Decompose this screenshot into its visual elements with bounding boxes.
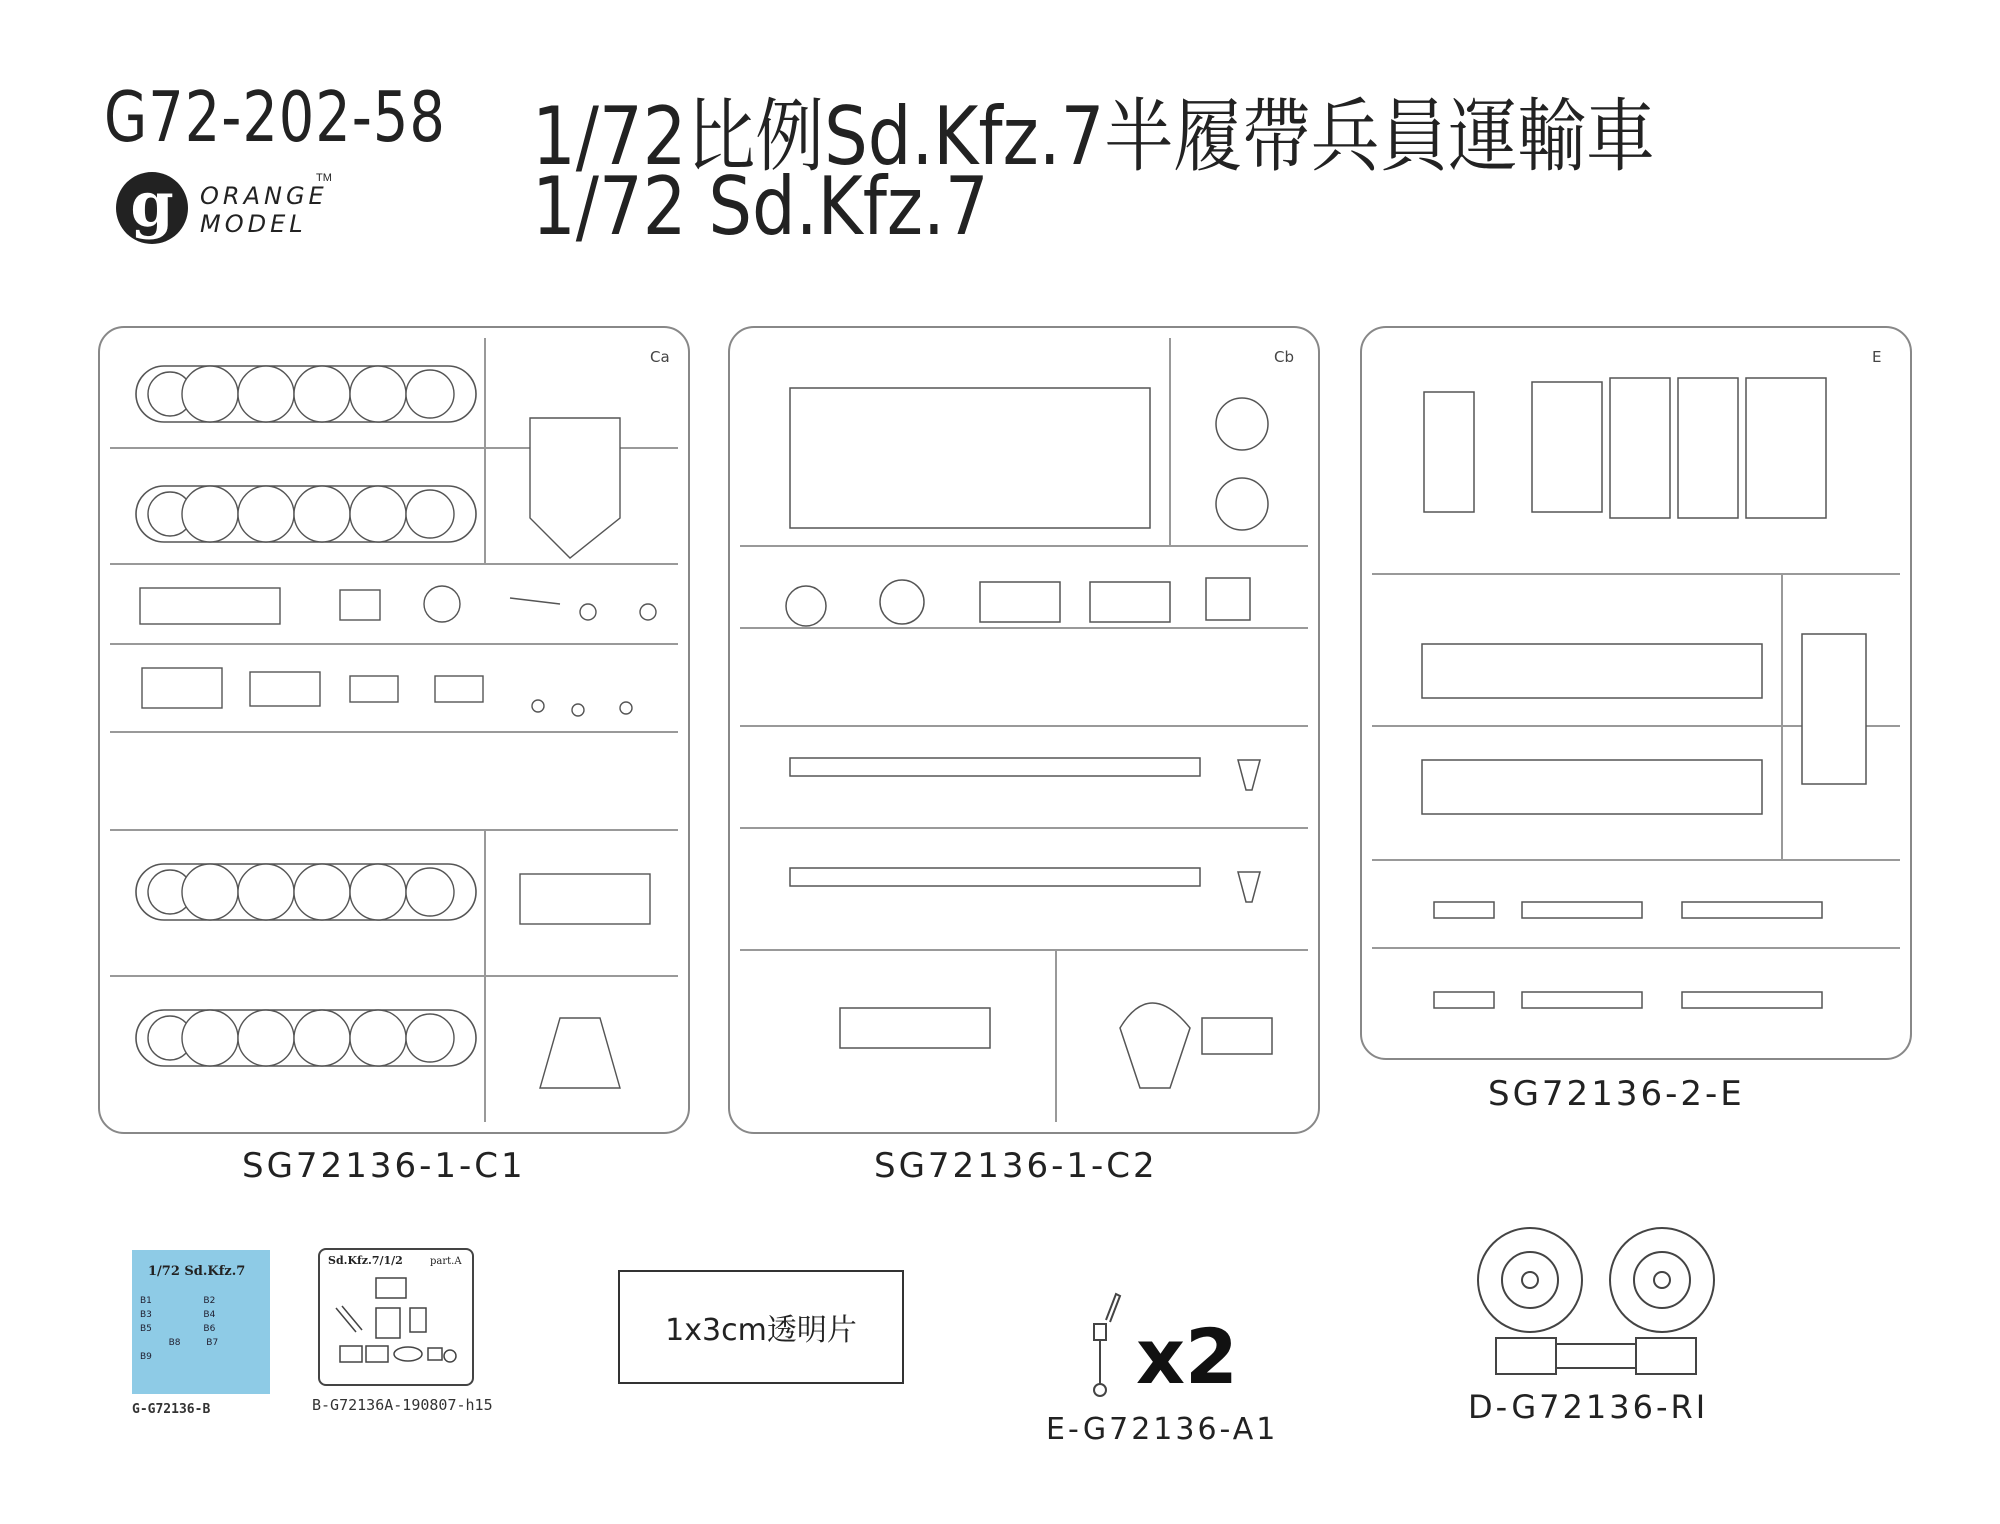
product-code: G72-202-58 <box>104 76 446 158</box>
brand-logo <box>110 170 350 250</box>
antenna-part <box>1060 1290 1140 1400</box>
wheels-drawing <box>1476 1218 1726 1378</box>
antenna-label: E-G72136-A1 <box>1046 1412 1279 1447</box>
photo-etch-sheet <box>318 1248 474 1386</box>
antenna-icon <box>1060 1290 1140 1400</box>
sprue-c2-label: SG72136-1-C2 <box>874 1146 1158 1186</box>
clear-sheet-box <box>618 1270 904 1384</box>
trademark: TM <box>316 172 332 184</box>
sprue-c1-label: SG72136-1-C1 <box>242 1146 526 1186</box>
svg-text:Cb: Cb <box>1274 348 1294 366</box>
decal-label: G-G72136-B <box>132 1402 211 1417</box>
title-line1: 1/72比例Sd.Kfz.7半履帶兵員運輸車 <box>532 90 1655 183</box>
antenna-multiplier: x2 <box>1136 1312 1238 1401</box>
svg-text:Ca: Ca <box>650 348 670 366</box>
wheels-part <box>1476 1218 1726 1378</box>
wheels-label: D-G72136-RI <box>1468 1388 1709 1426</box>
sprue-e-label: SG72136-2-E <box>1488 1074 1745 1114</box>
svg-text:g: g <box>130 170 174 241</box>
photo-etch-drawing <box>326 1272 466 1378</box>
clear-sheet-text: 1x3cm透明片 <box>665 1313 857 1348</box>
decal-codes: B1 B2 B3 B4 B5 B6 B8 B7 B9 <box>140 1296 219 1362</box>
photo-etch-title: Sd.Kfz.7/1/2 <box>328 1254 403 1267</box>
sprue-c2-drawing <box>730 328 1318 1132</box>
sprue-e-frame <box>1360 326 1912 1060</box>
brand-line1: ORANGE <box>200 182 328 210</box>
sprue-e-drawing <box>1362 328 1910 1058</box>
decal-title: 1/72 Sd.Kfz.7 <box>148 1264 246 1279</box>
sprue-c1-frame <box>98 326 690 1134</box>
decal-sheet <box>132 1250 270 1394</box>
brand-line2: MODEL <box>200 210 307 238</box>
title-line2: 1/72 Sd.Kfz.7 <box>532 160 989 253</box>
svg-text:E: E <box>1872 348 1882 366</box>
sprue-c2-frame <box>728 326 1320 1134</box>
photo-etch-label: B-G72136A-190807-h15 <box>312 1396 493 1414</box>
photo-etch-part-tag: part.A <box>430 1256 462 1267</box>
sprue-c1-drawing <box>100 328 688 1132</box>
